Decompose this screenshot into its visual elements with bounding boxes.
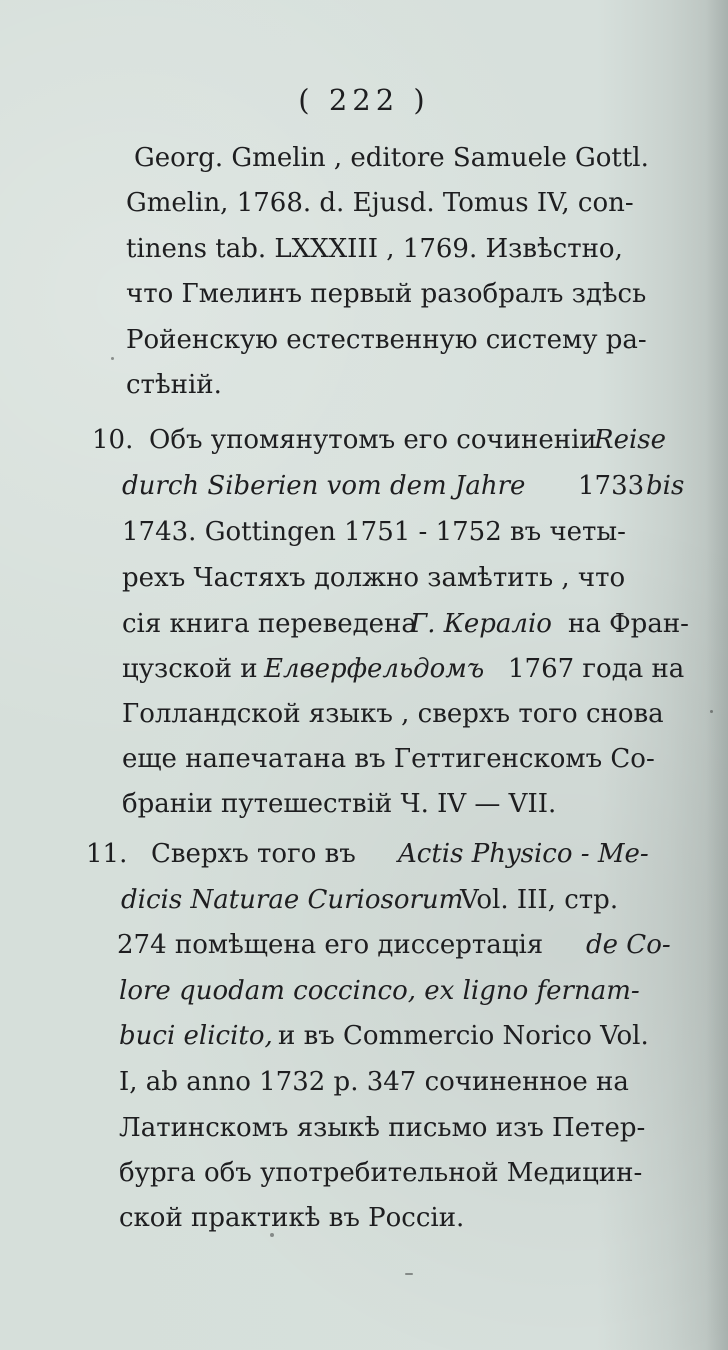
paragraph-11-number: 11. [86, 839, 128, 869]
paragraph-1-line-1: Georg. Gmelin , editore Samuele Gottl. [134, 143, 649, 173]
paragraph-10-line-8: еще напечатана въ Геттигенскомъ Со- [122, 744, 655, 774]
paragraph-10-line-4: рехъ Частяхъ должно замѣтить , что [122, 563, 626, 593]
paragraph-10-line-5: сія книга переведена Г. Кераліо на Фран- [122, 609, 689, 639]
paragraph-11-line-4: lore quodam coccinco, ex ligno fernam- [119, 976, 640, 1006]
paragraph-1-line-2: Gmelin, 1768. d. Ejusd. Tomus IV, con- [126, 188, 634, 218]
paragraph-10-line-6: цузской и Елверфельдомъ 1767 года на [122, 654, 685, 684]
ink-speck [710, 710, 713, 713]
ink-speck [270, 1233, 274, 1237]
paragraph-1-line-5: Ройенскую естественную систему ра- [126, 325, 647, 355]
paragraph-10-line-2: durch Siberien vom dem Jahre 1733 bis [122, 471, 685, 501]
paragraph-10-line-7: Голландской языкъ , сверхъ того снова [122, 699, 664, 729]
paragraph-11-line-6: I, ab anno 1732 p. 347 сочиненное на [119, 1067, 629, 1097]
paragraph-11-line-9: ской практикѣ въ Россіи. [119, 1203, 465, 1233]
paragraph-11-line-8: бурга объ употребительной Медицин- [119, 1158, 643, 1188]
paragraph-1-line-4: что Гмелинъ первый разобралъ здѣсь [126, 279, 647, 309]
ink-speck [111, 357, 114, 360]
page-number: ( 222 ) [298, 83, 430, 117]
ink-mark [405, 1273, 413, 1275]
paragraph-11-line-5: buci elicito, и въ Commercio Norico Vol. [119, 1021, 649, 1051]
paragraph-10-line-1: 10. Объ упомянутомъ его сочиненіи Reise [0, 418, 728, 462]
paragraph-11-line-7: Латинскомъ языкѣ письмо изъ Петер- [119, 1113, 646, 1143]
paragraph-11-line-1: 11. Сверхъ того въ Actis Physico - Me- [0, 832, 728, 876]
paragraph-1-line-3: tinens tab. LXXXIII , 1769. Извѣстно, [126, 234, 623, 264]
paragraph-11-line-2: dicis Naturae Curiosorum Vol. III, стр. [121, 885, 619, 915]
paragraph-11-line-3: 274 помѣщена его диссертація de Co- [117, 930, 671, 960]
paragraph-1-line-6: стѣній. [126, 370, 222, 400]
paragraph-10-line-9: браніи путешествій Ч. IV — VII. [122, 789, 557, 819]
paragraph-10-number: 10. [92, 425, 134, 455]
paragraph-10-line-3: 1743. Gottingen 1751 - 1752 въ четы- [122, 517, 626, 547]
